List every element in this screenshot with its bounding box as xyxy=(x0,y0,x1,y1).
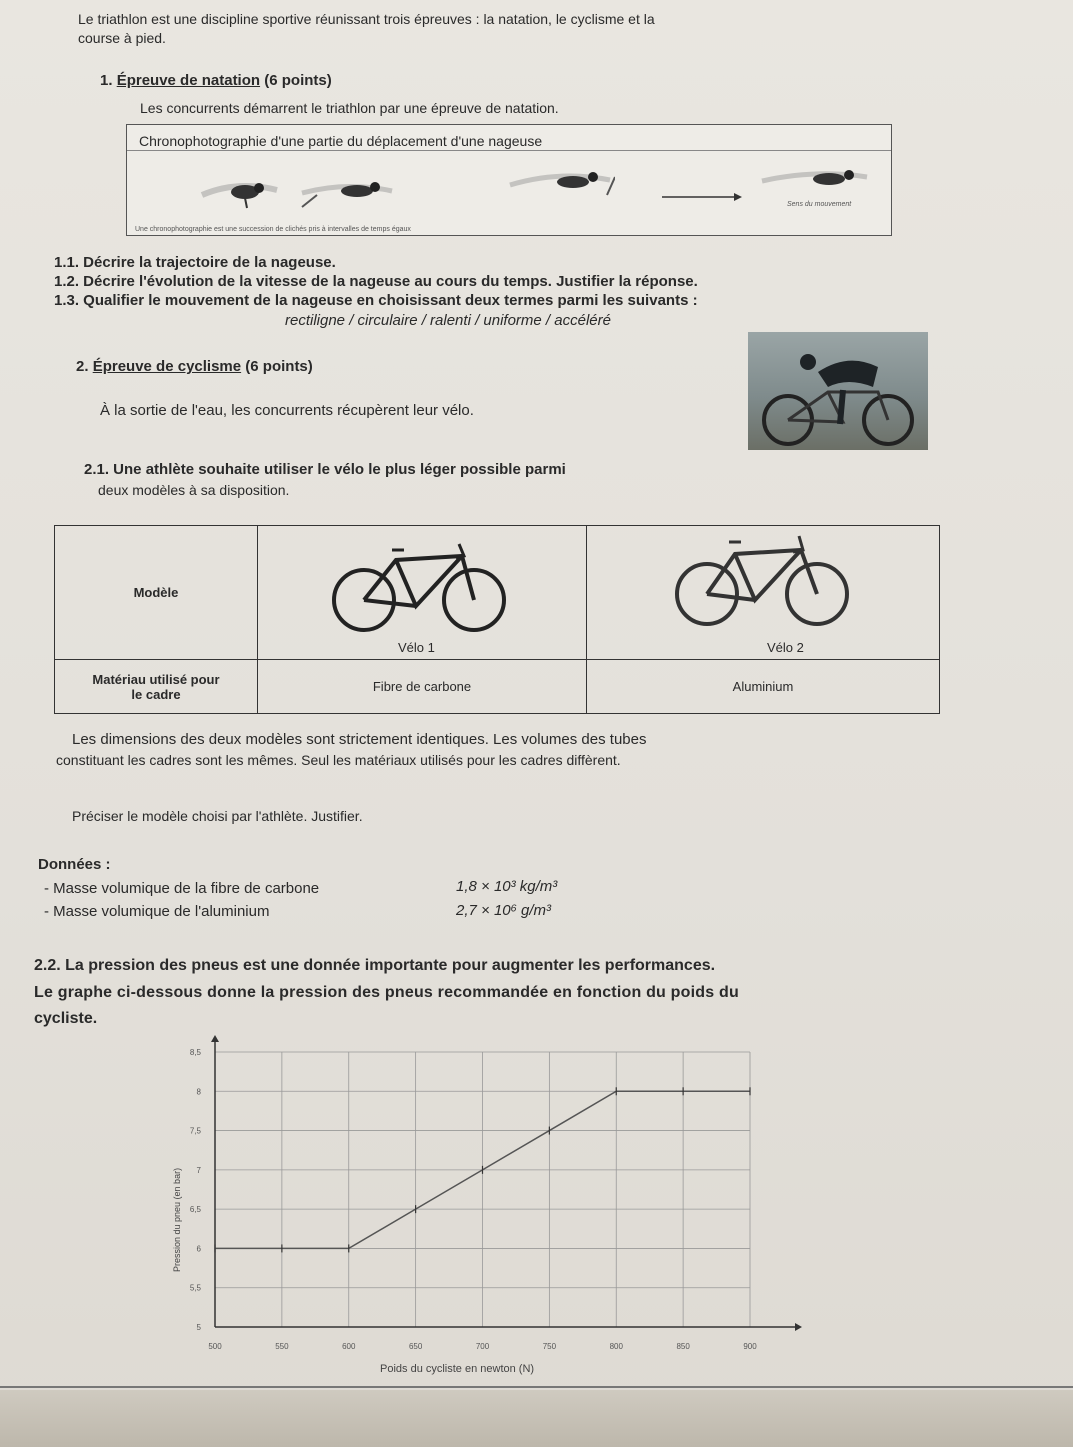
swimmer-image-1 xyxy=(197,170,287,210)
data-aluminium-value: 2,7 × 10⁶ g/m³ xyxy=(456,902,552,919)
x-tick-label: 750 xyxy=(542,1342,557,1351)
bike-1-image xyxy=(324,536,514,636)
y-tick-label: 6,5 xyxy=(189,1205,201,1215)
section-1-text: Les concurrents démarrent le triathlon par une épreuve de natation. xyxy=(140,100,559,116)
table-row-model xyxy=(55,526,940,660)
chart-grid xyxy=(215,1052,750,1327)
y-tick-label: 5 xyxy=(196,1323,201,1332)
bike-comparison-table xyxy=(54,525,940,714)
question-2-1-line-2: deux modèles à sa disposition. xyxy=(98,482,290,498)
chart-axes xyxy=(211,1035,802,1331)
dimensions-line-2: constituant les cadres sont les mêmes. Seul les matériaux utilisés pour les cadres diffèrent. xyxy=(56,752,621,768)
preciser-instruction: Préciser le modèle choisi par l'athlète. Justifier. xyxy=(72,808,363,824)
x-tick-label: 650 xyxy=(408,1342,423,1351)
section-2-title xyxy=(76,358,313,375)
page-bottom-line xyxy=(0,1386,1073,1388)
chart-x-label: Poids du cycliste en newton (N) xyxy=(380,1363,535,1375)
table-cell-bike-2 xyxy=(587,526,940,660)
data-aluminium-label: - Masse volumique de l'aluminium xyxy=(44,903,270,920)
table-header-material xyxy=(55,660,258,714)
y-tick-label: 8,5 xyxy=(189,1048,201,1057)
section-1-number: 1. xyxy=(100,72,113,89)
chart-x-ticks xyxy=(208,1342,757,1351)
x-tick-label: 550 xyxy=(275,1342,289,1351)
y-tick-label: 5,5 xyxy=(189,1283,201,1293)
data-carbon-label: - Masse volumique de la fibre de carbone xyxy=(44,880,320,897)
x-tick-label: 700 xyxy=(475,1342,490,1351)
table-cell-material-1: Fibre de carbone xyxy=(258,660,587,714)
chrono-footnote: Une chronophotographie est une succession de clichés pris à intervalles de temps égaux xyxy=(135,226,411,233)
question-2-2-line-2: Le graphe ci-dessous donne la pression des pneus recommandée en fonction du poids du xyxy=(34,984,739,1001)
x-tick-label: 600 xyxy=(342,1342,356,1351)
direction-arrow-icon xyxy=(662,191,742,203)
section-1-heading: Épreuve de natation xyxy=(116,72,261,89)
section-1-title xyxy=(100,72,332,89)
intro-line-2: course à pied. xyxy=(78,30,166,46)
swimmer-image-4 xyxy=(757,163,872,203)
swimmer-image-3 xyxy=(505,165,615,205)
intro-line-1: Le triathlon est une discipline sportive réunissant trois épreuves : la natation, le cyclisme et la xyxy=(78,11,655,27)
chrono-caption: Chronophotographie d'une partie du déplacement d'une nageuse xyxy=(139,133,543,149)
donnees-title: Données : xyxy=(38,856,111,873)
section-1-points: (6 points) xyxy=(264,72,332,89)
bike-2-label: Vélo 2 xyxy=(767,640,804,655)
swimmer-image-2 xyxy=(297,173,397,213)
section-2-points: (6 points) xyxy=(245,358,313,375)
y-tick-label: 7,5 xyxy=(189,1126,201,1136)
question-2-2-line-1: 2.2. La pression des pneus est une donnée importante pour augmenter les performances. xyxy=(34,957,716,974)
question-1-3: 1.3. Qualifier le mouvement de la nageuse en choisissant deux termes parmi les suivants : xyxy=(54,292,698,309)
question-1-2: 1.2. Décrire l'évolution de la vitesse de la nageuse au cours du temps. Justifier la réponse. xyxy=(54,273,698,290)
bike-2-image xyxy=(667,530,857,630)
chart-y-ticks xyxy=(190,1048,202,1332)
material-header-line-2: le cadre xyxy=(131,686,181,702)
desk-background xyxy=(0,1390,1073,1447)
table-header-model: Modèle xyxy=(55,526,258,660)
chart-y-label: Pression du pneu (en bar) xyxy=(172,1167,182,1272)
chrono-divider xyxy=(127,150,891,151)
chronophotography-box xyxy=(126,124,892,236)
section-2-text: À la sortie de l'eau, les concurrents récupèrent leur vélo. xyxy=(100,402,474,419)
question-2-1-line-1: 2.1. Une athlète souhaite utiliser le vélo le plus léger possible parmi xyxy=(84,461,566,478)
y-axis-arrow-icon xyxy=(211,1035,219,1042)
table-cell-bike-1 xyxy=(258,526,587,660)
question-2-2-line-3: cycliste. xyxy=(34,1010,98,1027)
y-tick-label: 7 xyxy=(196,1165,201,1175)
term-choices: rectiligne / circulaire / ralenti / uniforme / accéléré xyxy=(285,312,611,329)
section-2-number: 2. xyxy=(76,358,89,375)
question-1-1: 1.1. Décrire la trajectoire de la nageuse. xyxy=(54,254,336,271)
section-2-heading: Épreuve de cyclisme xyxy=(92,358,242,375)
bike-1-label: Vélo 1 xyxy=(398,640,435,655)
x-tick-label: 900 xyxy=(743,1342,757,1351)
dimensions-line-1: Les dimensions des deux modèles sont strictement identiques. Les volumes des tubes xyxy=(72,731,647,748)
chrono-direction-label: Sens du mouvement xyxy=(787,201,852,208)
x-axis-arrow-icon xyxy=(795,1323,802,1331)
x-tick-label: 800 xyxy=(609,1342,623,1351)
pressure-chart xyxy=(160,1032,810,1377)
x-tick-label: 850 xyxy=(676,1342,690,1351)
x-tick-label: 500 xyxy=(208,1342,222,1351)
y-tick-label: 6 xyxy=(196,1244,201,1254)
table-row-material xyxy=(55,660,940,714)
cyclist-image xyxy=(748,332,928,450)
material-header-line-1: Matériau utilisé pour xyxy=(92,671,220,687)
cyclist-photo xyxy=(748,332,928,450)
y-tick-label: 8 xyxy=(196,1087,201,1097)
table-cell-material-2: Aluminium xyxy=(587,660,940,714)
data-carbon-value: 1,8 × 10³ kg/m³ xyxy=(456,878,558,895)
intro-text xyxy=(78,10,655,48)
